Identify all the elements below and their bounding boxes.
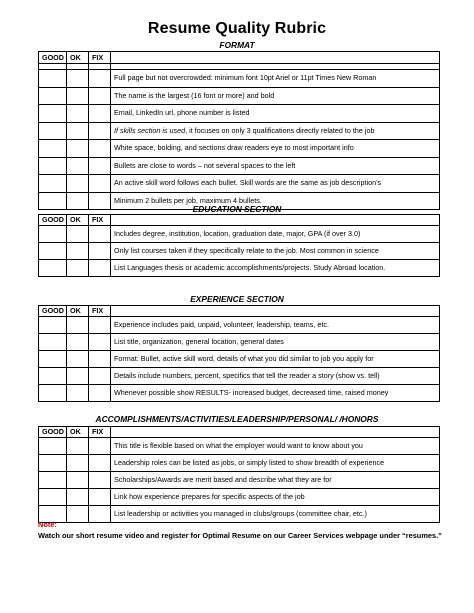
- table-row: [39, 243, 440, 260]
- ok-checkbox[interactable]: [67, 175, 89, 193]
- ok-checkbox[interactable]: [67, 438, 89, 455]
- table-row: [39, 489, 440, 506]
- criterion-text: An active skill word follows each bullet. Skill words are the same as job description’s: [111, 175, 440, 193]
- criterion-text: [111, 122, 440, 140]
- good-checkbox[interactable]: [39, 489, 67, 506]
- table-header-row: [39, 427, 440, 438]
- section-title-accomplishments: ACCOMPLISHMENTS/ACTIVITIES/LEADERSHIP/PERSONAL/ /HONORS: [95, 414, 379, 424]
- table-header-row: [39, 215, 440, 226]
- column-header-ok: OK: [67, 306, 89, 317]
- criterion-text: List Languages thesis or academic accomplishments/projects. Study Abroad location.: [111, 260, 440, 277]
- italic-rest: , it focuses on only 3 qualifications directly related to the job: [185, 125, 375, 135]
- fix-checkbox[interactable]: [89, 105, 111, 123]
- column-header-fix: FIX: [89, 306, 111, 317]
- fix-checkbox[interactable]: [89, 122, 111, 140]
- criterion-text: Includes degree, institution, location, graduation date, major, GPA (if over 3.0): [111, 226, 440, 243]
- fix-checkbox[interactable]: [89, 70, 111, 88]
- good-checkbox[interactable]: [39, 351, 67, 368]
- ok-checkbox[interactable]: [67, 87, 89, 105]
- table-row: [39, 506, 440, 523]
- table-row: [39, 140, 440, 158]
- fix-checkbox[interactable]: [89, 317, 111, 334]
- good-checkbox[interactable]: [39, 87, 67, 105]
- criterion-text: This title is flexible based on what the employer would want to know about you: [111, 438, 440, 455]
- fix-checkbox[interactable]: [89, 368, 111, 385]
- column-header-fix: FIX: [89, 52, 111, 64]
- education-table: [38, 214, 440, 277]
- section-title-experience: EXPERIENCE SECTION: [190, 294, 284, 304]
- criterion-text: Format: Bullet, active skill word, details of what you did similar to job you apply for: [111, 351, 440, 368]
- ok-checkbox[interactable]: [67, 351, 89, 368]
- ok-checkbox[interactable]: [67, 368, 89, 385]
- column-header-good: GOOD: [39, 215, 67, 226]
- criterion-text: Whenever possible show RESULTS- increased budget, decreased time, raised money: [111, 385, 440, 402]
- table-row: [39, 334, 440, 351]
- table-row: [39, 122, 440, 140]
- column-header-fix: FIX: [89, 427, 111, 438]
- good-checkbox[interactable]: [39, 260, 67, 277]
- criterion-text: Minimum 2 bullets per job, maximum 4 bullets.: [111, 192, 440, 210]
- criterion-text: Bullets are close to words – not several spaces to the left: [111, 157, 440, 175]
- table-row: [39, 87, 440, 105]
- good-checkbox[interactable]: [39, 122, 67, 140]
- ok-checkbox[interactable]: [67, 140, 89, 158]
- good-checkbox[interactable]: [39, 472, 67, 489]
- column-header-good: GOOD: [39, 52, 67, 64]
- good-checkbox[interactable]: [39, 438, 67, 455]
- table-row: [39, 351, 440, 368]
- table-header-row: [39, 306, 440, 317]
- ok-checkbox[interactable]: [67, 317, 89, 334]
- criterion-text: Email, LinkedIn url, phone number is listed: [111, 105, 440, 123]
- good-checkbox[interactable]: [39, 105, 67, 123]
- fix-checkbox[interactable]: [89, 175, 111, 193]
- ok-checkbox[interactable]: [67, 70, 89, 88]
- criterion-text: Full page but not overcrowded: minimum font 10pt Ariel or 11pt Times New Roman: [111, 70, 440, 88]
- table-row: [39, 175, 440, 193]
- ok-checkbox[interactable]: [67, 472, 89, 489]
- ok-checkbox[interactable]: [67, 489, 89, 506]
- criterion-text: The name is the largest (16 font or more) and bold: [111, 87, 440, 105]
- column-header-description: [111, 215, 440, 226]
- ok-checkbox[interactable]: [67, 385, 89, 402]
- note-text: Watch our short resume video and register for Optimal Resume on our Career Services webpage under “resumes.”: [38, 531, 442, 540]
- good-checkbox[interactable]: [39, 70, 67, 88]
- column-header-good: GOOD: [39, 427, 67, 438]
- column-header-description: [111, 427, 440, 438]
- good-checkbox[interactable]: [39, 175, 67, 193]
- fix-checkbox[interactable]: [89, 455, 111, 472]
- table-row: [39, 317, 440, 334]
- criterion-text: Link how experience prepares for specific aspects of the job: [111, 489, 440, 506]
- good-checkbox[interactable]: [39, 455, 67, 472]
- fix-checkbox[interactable]: [89, 351, 111, 368]
- table-row: [39, 438, 440, 455]
- fix-checkbox[interactable]: [89, 140, 111, 158]
- ok-checkbox[interactable]: [67, 506, 89, 523]
- criterion-text: Details include numbers, percent, specifics that tell the reader a story (show vs. tell): [111, 368, 440, 385]
- ok-checkbox[interactable]: [67, 243, 89, 260]
- fix-checkbox[interactable]: [89, 334, 111, 351]
- column-header-description: [111, 306, 440, 317]
- ok-checkbox[interactable]: [67, 455, 89, 472]
- table-row: [39, 157, 440, 175]
- table-row: [39, 105, 440, 123]
- fix-checkbox[interactable]: [89, 438, 111, 455]
- table-row: [39, 472, 440, 489]
- criterion-text: Experience includes paid, unpaid, volunteer, leadership, teams, etc.: [111, 317, 440, 334]
- criterion-text: Scholarships/Awards are merit based and describe what they are for: [111, 472, 440, 489]
- fix-checkbox[interactable]: [89, 260, 111, 277]
- ok-checkbox[interactable]: [67, 105, 89, 123]
- column-header-good: GOOD: [39, 306, 67, 317]
- section-title-education: EDUCATION SECTION: [192, 204, 282, 214]
- ok-checkbox[interactable]: [67, 122, 89, 140]
- fix-checkbox[interactable]: [89, 489, 111, 506]
- column-header-fix: FIX: [89, 215, 111, 226]
- good-checkbox[interactable]: [39, 157, 67, 175]
- table-row: [39, 368, 440, 385]
- criterion-text: List title, organization, general location, general dates: [111, 334, 440, 351]
- column-header-ok: OK: [67, 427, 89, 438]
- column-header-description: [111, 52, 440, 64]
- table-row: [39, 260, 440, 277]
- criterion-text: Only list courses taken if they specifically relate to the job. Most common in science: [111, 243, 440, 260]
- table-row: [39, 70, 440, 88]
- table-row: [39, 385, 440, 402]
- table-header-row: [39, 52, 440, 64]
- ok-checkbox[interactable]: [67, 260, 89, 277]
- fix-checkbox[interactable]: [89, 243, 111, 260]
- ok-checkbox[interactable]: [67, 226, 89, 243]
- column-header-ok: OK: [67, 215, 89, 226]
- table-row: [39, 226, 440, 243]
- fix-checkbox[interactable]: [89, 506, 111, 523]
- good-checkbox[interactable]: [39, 226, 67, 243]
- accomplishments-table: [38, 426, 440, 523]
- fix-checkbox[interactable]: [89, 385, 111, 402]
- table-row: [39, 455, 440, 472]
- note-label: Note:: [38, 520, 57, 529]
- criterion-text: List leadership or activities you managed in clubs/groups (committee chair, etc.): [111, 506, 440, 523]
- column-header-ok: OK: [67, 52, 89, 64]
- fix-checkbox[interactable]: [89, 226, 111, 243]
- ok-checkbox[interactable]: [67, 157, 89, 175]
- good-checkbox[interactable]: [39, 385, 67, 402]
- fix-checkbox[interactable]: [89, 472, 111, 489]
- good-checkbox[interactable]: [39, 140, 67, 158]
- good-checkbox[interactable]: [39, 243, 67, 260]
- experience-table: [38, 305, 440, 402]
- section-title-format: FORMAT: [219, 40, 255, 50]
- page-title: Resume Quality Rubric: [147, 20, 327, 37]
- ok-checkbox[interactable]: [67, 334, 89, 351]
- criterion-text: Leadership roles can be listed as jobs, or simply listed to show breadth of experience: [111, 455, 440, 472]
- fix-checkbox[interactable]: [89, 157, 111, 175]
- italic-prefix: If skills section is used: [114, 125, 186, 135]
- fix-checkbox[interactable]: [89, 87, 111, 105]
- format-table: [38, 51, 440, 210]
- good-checkbox[interactable]: [39, 368, 67, 385]
- good-checkbox[interactable]: [39, 334, 67, 351]
- good-checkbox[interactable]: [39, 317, 67, 334]
- criterion-text: White space, bolding, and sections draw readers eye to most important info: [111, 140, 440, 158]
